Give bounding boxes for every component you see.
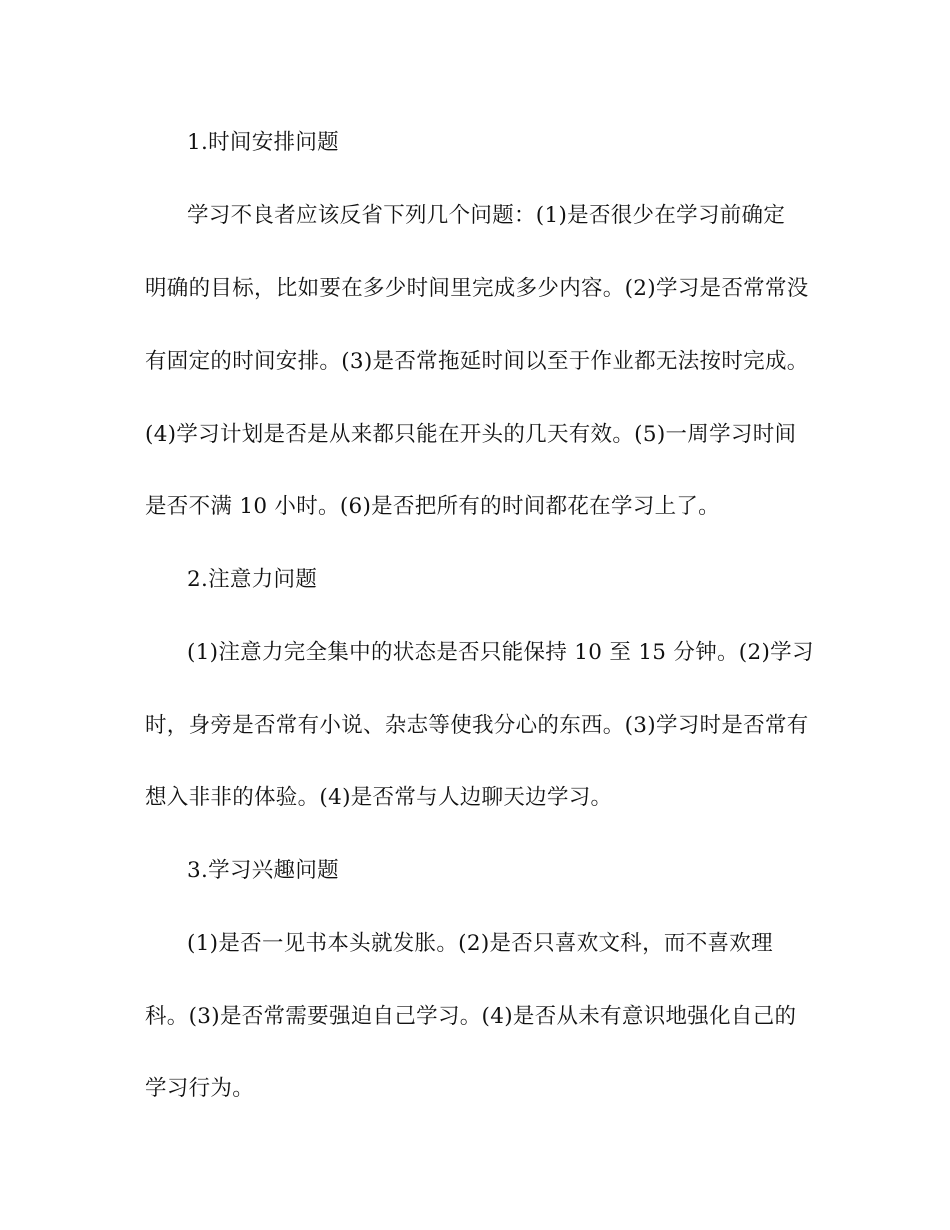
paragraph-line: 想入非非的体验。(4)是否常与人边聊天边学习。 [145,785,613,810]
paragraph-line: (1)注意力完全集中的状态是否只能保持 10 至 15 分钟。(2)学习 [187,640,814,665]
paragraph-line: 科。(3)是否常需要强迫自己学习。(4)是否从未有意识地强化自己的 [145,1004,797,1029]
section-heading-time-management: 1.时间安排问题 [187,130,339,155]
paragraph-line: (4)学习计划是否是从来都只能在开头的几天有效。(5)一周学习时间 [145,422,797,447]
paragraph-line: (1)是否一见书本头就发胀。(2)是否只喜欢文科，而不喜欢理 [187,931,773,956]
section-heading-attention: 2.注意力问题 [187,567,318,592]
paragraph-line: 时，身旁是否常有小说、杂志等使我分心的东西。(3)学习时是否常有 [145,713,809,738]
paragraph-line: 学习不良者应该反省下列几个问题：(1)是否很少在学习前确定 [187,203,786,228]
section-heading-interest: 3.学习兴趣问题 [187,858,339,883]
paragraph-line: 是否不满 10 小时。(6)是否把所有的时间都花在学习上了。 [145,494,720,519]
paragraph-line: 学习行为。 [145,1076,255,1101]
paragraph-line: 有固定的时间安排。(3)是否常拖延时间以至于作业都无法按时完成。 [145,349,809,374]
paragraph-line: 明确的目标，比如要在多少时间里完成多少内容。(2)学习是否常常没 [145,276,809,301]
